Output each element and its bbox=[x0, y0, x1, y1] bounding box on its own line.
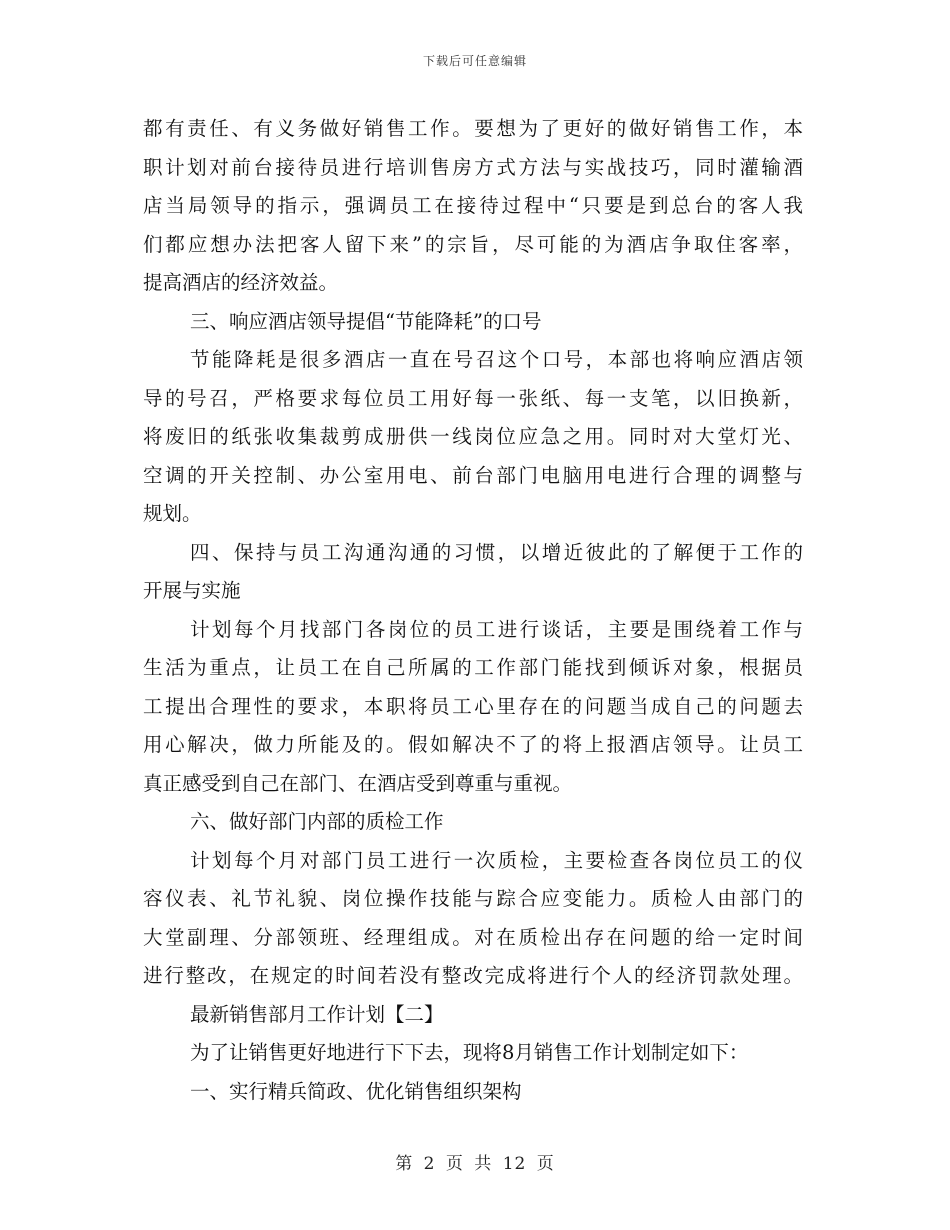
paragraph-line: 提高酒店的经济效益。 bbox=[143, 271, 339, 294]
paragraph-line: 大堂副理、分部领班、经理组成。对在质检出存在问题的给一定时间 bbox=[143, 925, 803, 949]
page-number: 第 2 页 共 12 页 bbox=[395, 1154, 555, 1174]
paragraph-line: 用心解决，做力所能及的。假如解决不了的将上报酒店领导。让员工 bbox=[143, 733, 803, 756]
paragraph-line: 导的号召，严格要求每位员工用好每一张纸、每一支笔，以旧换新， bbox=[143, 386, 803, 410]
paragraph-line: 们都应想办法把客人留下来”的宗旨，尽可能的为酒店争取住客率， bbox=[143, 232, 803, 256]
page-header: 下载后可任意编辑 bbox=[422, 54, 527, 68]
section-heading: 六、做好部门内部的质检工作 bbox=[190, 810, 444, 833]
paragraph-line: 规划。 bbox=[143, 502, 202, 525]
paragraph-line: 真正感受到自己在部门、在酒店受到尊重与重视。 bbox=[143, 771, 573, 795]
section-heading-continued: 开展与实施 bbox=[143, 579, 241, 602]
paragraph-line: 节能降耗是很多酒店一直在号召这个口号，本部也将响应酒店领 bbox=[190, 348, 803, 371]
paragraph-line: 进行整改，在规定的时间若没有整改完成将进行个人的经济罚款处理。 bbox=[143, 964, 803, 987]
section-heading: 一、实行精兵简政、优化销售组织架构 bbox=[190, 1079, 522, 1103]
paragraph-line: 将废旧的纸张收集裁剪成册供一线岗位应急之用。同时对大堂灯光、 bbox=[143, 425, 803, 448]
section-heading: 四、保持与员工沟通沟通的习惯，以增近彼此的了解便于工作的 bbox=[190, 540, 803, 564]
paragraph-line: 计划每个月对部门员工进行一次质检，主要检查各岗位员工的仪 bbox=[190, 848, 803, 872]
paragraph-line: 都有责任、有义务做好销售工作。要想为了更好的做好销售工作，本 bbox=[143, 117, 803, 140]
article-title: 最新销售部月工作计划【二】 bbox=[190, 1002, 444, 1026]
section-heading: 三、响应酒店领导提倡“节能降耗”的口号 bbox=[190, 309, 542, 333]
paragraph-line: 容仪表、礼节礼貌、岗位操作技能与踪合应变能力。质检人由部门的 bbox=[143, 887, 803, 910]
paragraph-line: 生活为重点，让员工在自己所属的工作部门能找到倾诉对象，根据员 bbox=[143, 656, 803, 679]
paragraph-line: 计划每个月找部门各岗位的员工进行谈话，主要是围绕着工作与 bbox=[190, 617, 803, 641]
paragraph-line: 店当局领导的指示，强调员工在接待过程中“只要是到总台的客人我 bbox=[143, 194, 803, 217]
paragraph-line: 工提出合理性的要求，本职将员工心里存在的问题当成自己的问题去 bbox=[143, 694, 803, 718]
paragraph-line: 职计划对前台接待员进行培训售房方式方法与实战技巧，同时灌输酒 bbox=[143, 155, 803, 179]
paragraph-line: 空调的开关控制、办公室用电、前台部门电脑用电进行合理的调整与 bbox=[143, 463, 803, 487]
paragraph-line: 为了让销售更好地进行下下去，现将8月销售工作计划制定如下： bbox=[190, 1041, 749, 1064]
document-body bbox=[143, 110, 803, 1111]
